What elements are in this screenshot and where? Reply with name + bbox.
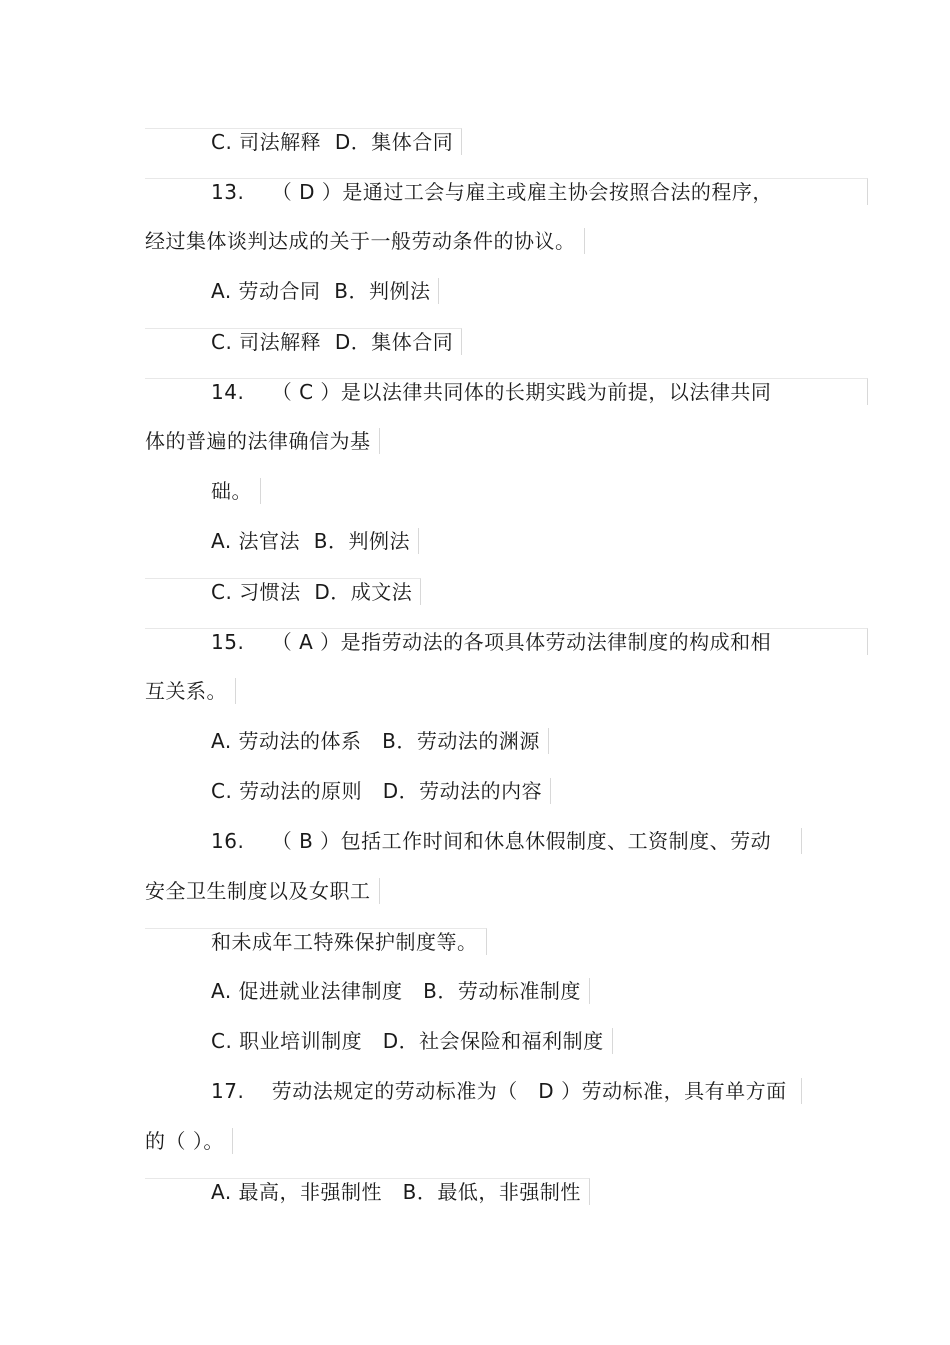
q16-question-line3: 和未成年工特殊保护制度等。 [145,928,487,955]
q15-question-line2: 互关系。 [145,678,236,704]
q14-options-ab: A. 法官法 B．判例法 [211,528,419,554]
q16-question-line2: 安全卫生制度以及女职工 [145,878,380,904]
q13-options-ab: A. 劳动合同 B．判例法 [211,278,439,304]
q14-question-line3: 础。 [211,478,261,504]
q14-question-line2: 体的普遍的法律确信为基 [145,428,380,454]
q17-question-line1: 17. 劳动法规定的劳动标准为（ D ）劳动标准，具有单方面 [211,1078,802,1104]
q15-options-ab: A. 劳动法的体系 B．劳动法的渊源 [211,728,549,754]
q16-options-cd: C. 职业培训制度 D．社会保险和福利制度 [211,1028,613,1054]
q13-question-line1: 13. （ D ）是通过工会与雇主或雇主协会按照合法的程序， [145,178,868,205]
q14-question-line1: 14. （ C ）是以法律共同体的长期实践为前提，以法律共同 [145,378,868,405]
q13-options-cd: C. 司法解释 D．集体合同 [145,328,462,355]
q17-question-line2: 的（ ）。 [145,1128,233,1154]
q12-options-cd: C. 司法解释 D．集体合同 [145,128,462,155]
q15-options-cd: C. 劳动法的原则 D．劳动法的内容 [211,778,551,804]
q16-options-ab: A. 促进就业法律制度 B．劳动标准制度 [211,978,590,1004]
q15-question-line1: 15. （ A ）是指劳动法的各项具体劳动法律制度的构成和相 [145,628,868,655]
q13-question-line2: 经过集体谈判达成的关于一般劳动条件的协议。 [145,228,585,254]
q16-question-line1: 16. （ B ）包括工作时间和休息休假制度、工资制度、劳动 [211,828,802,854]
q17-options-ab: A. 最高，非强制性 B．最低，非强制性 [145,1178,590,1205]
q14-options-cd: C. 习惯法 D．成文法 [145,578,421,605]
